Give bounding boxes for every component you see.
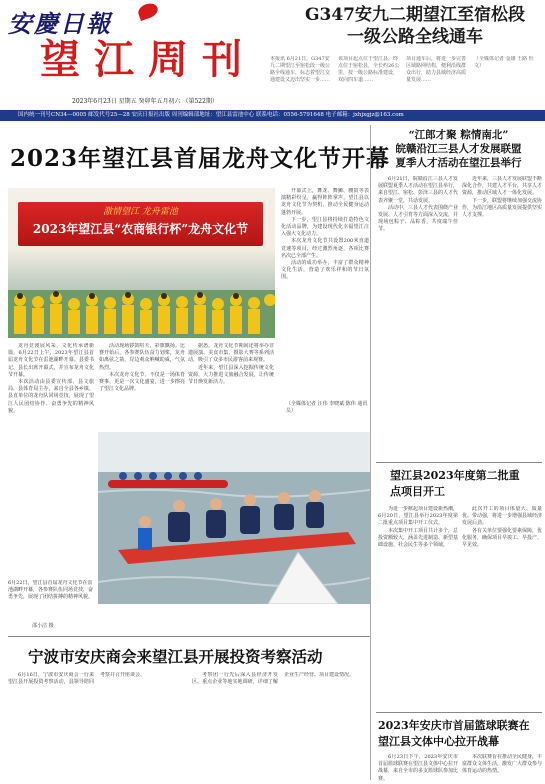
info-bar: 国内统一刊号CN34—0005 邮发代号25—28 安庆日报社出版 周刊编辑部地址：望江县雷池中心 联系电话：0556-5791648 电子邮箱：jxhjxgjz@163.com <box>0 110 545 121</box>
teaser-column: 该项目起点位于望江县，终点位于宿松县，全长约26公里，按一级公路标准建设，双向四车道…… <box>338 56 400 83</box>
logo-swoosh-icon <box>136 1 160 21</box>
talent-column-2: 近年来，三县人才发展联盟不断深化合作，共建人才平台，共享人才资源，推动区域人才一体化发展。 下一步，联盟将继续加强交流协作，为沿江地区高质量发展提供坚实人才支撑。 <box>462 176 542 219</box>
edition-title: 望江周刊 <box>40 36 256 83</box>
lead-column-3: 据悉，龙舟文化节期间还将举办非遗展演、美食市集、摄影大赛等系列活动，吸引了众多市民游客前来观赛。 近年来，望江县深入挖掘传统文化资源，大力推进文旅融合发展，让传统节日焕发新活力。 <box>188 343 274 386</box>
basketball-column-1: 6月23日下午，2023年安庆市首届篮球联赛在望江县文体中心拉开战幕，来自全市的多支篮球队参加比赛。 <box>378 754 458 782</box>
teaser-column: 本报讯 6月21日，G347安九二期望江至宿松段一级公路全线通车，标志着望江交通建设又迈出坚实一步…… <box>270 56 331 83</box>
lead-column-1: 龙舟竞渡展风采，文化传承谱新篇。6月22日上午，2023年望江县首届龙舟文化节在雷池湖畔开幕。县委书记、县长出席开幕式，并宣布龙舟文化节开幕。 本次活动由县委宣传部、县文旅局、县体育局主办，来自全县各乡镇、县直单位的龙舟队同场竞技，展现了望江人民团结协作、奋勇争先的精神风貌。 <box>8 343 94 414</box>
lead-headline: 2023年望江县首届龙舟文化节开幕 <box>10 145 391 172</box>
banner-title: 2023年望江县“农商银行杯”龙舟文化节 <box>32 222 249 236</box>
event-banner <box>18 202 263 246</box>
section-divider <box>376 462 542 463</box>
basketball-headline: 2023年安庆市首届篮球联赛在望江县文体中心拉开战幕 <box>378 719 530 748</box>
projects-headline: 望江县2023年度第二批重点项目开工 <box>390 469 520 498</box>
talent-column-1: 6月21日，皖赣沿江三县人才发展联盟夏季人才活动在望江县举行，来自望江、宿松、彭泽三县的人才代表齐聚一堂，共话发展。 活动中，三县人才代表围绕产业发展、人才引育等方面深入交流，并现场包粽子、品粽香，共度端午佳节。 <box>378 176 458 233</box>
second-story-text: 6月16日，宁波市安庆商会一行来望江县开展投资考察活动，县领导陪同考察并召开座谈会。 考察团一行先后深入县经济开发区、重点企业等地实地调研，详细了解企业生产经营、项目建设情况。 <box>8 672 355 686</box>
top-story-headline: G347安九二期望江至宿松段 <box>304 5 525 25</box>
dragon-boat-photo <box>98 432 370 604</box>
dragon-boat-illustration <box>98 432 370 604</box>
teaser-column: （全媒体记者 金雄 王路 杜文） <box>474 56 534 69</box>
top-story <box>290 4 540 48</box>
crowd-illustration <box>8 260 275 338</box>
section-divider <box>376 712 542 713</box>
paper-name: 安慶日報 <box>8 9 112 38</box>
lead-byline: （全媒体记者 汪伟 李晓斌 陈伟 通讯员） <box>286 401 368 414</box>
photo-credit: 邵小洁 摄 <box>32 623 54 629</box>
top-story-subheadline: 一级公路全线通车 <box>347 27 483 47</box>
opening-ceremony-photo <box>8 188 275 338</box>
projects-column-1: 为进一步掀起项目建设新热潮，6月20日，望江县举行2023年度第二批重点项目集中开工仪式。 本次集中开工项目共计多个，总投资额较大，涵盖先进制造、新型基础设施、社会民生等多个领域。 <box>378 506 458 549</box>
lead-column-4: 开幕式上，舞龙、舞狮、腰鼓等表演精彩纷呈，赢得阵阵掌声。望江县以龙舟文化节为契机，推动全民健身运动蓬勃开展。 下一步，望江县将持续打造特色文化活动品牌，为建设现代化幸福望江注入强大文化动力。 本次龙舟文化节共设置200米直道竞速等项目，经过激烈角逐，各项比赛名次已全部产生。 活动的成功举办，丰富了群众精神文化生活，营造了欢乐祥和的节日氛围。 <box>281 188 369 281</box>
teaser-column: 项目通车后，将进一步完善区域路网结构，便利沿线群众出行，助力县域经济高质量发展…… <box>406 56 467 83</box>
lead-column-2: 活动现场锣鼓喧天，彩旗飘扬。比赛开始后，各参赛队伍奋力划桨，龙舟如离弦之箭，岸边观众呐喊助威，气氛热烈。 本次龙舟文化节，不仅是一场体育赛事，更是一次文化盛宴，进一步擦亮了望江文化品牌。 <box>99 343 185 393</box>
masthead <box>0 0 545 110</box>
second-headline: 宁波市安庆商会来望江县开展投资考察活动 <box>28 647 323 666</box>
projects-column-2: 此次开工的项目体量大、质量优、带动强，将进一步增强县域经济发展后劲。 各有关单位要强化要素保障，优化服务，确保项目早竣工、早投产、早见效。 <box>462 506 542 549</box>
publication-info: 2023年6月23日 星期五 癸卯年五月初六 （第522期） <box>72 98 218 105</box>
basketball-column-2: 本次联赛旨在推动全民健身，丰富群众文体生活，激发广大群众参与体育运动的热情。 <box>462 754 542 775</box>
right-column <box>372 122 545 784</box>
section-divider <box>8 636 370 637</box>
photo-caption: 6月22日，望江县首届龙舟文化节在雷池湖畔开幕，各参赛队伍同场竞技，奋勇争先，展现了团结拼搏的精神风貌。 <box>8 580 94 600</box>
column-divider <box>370 125 371 780</box>
banner-slogan: 激情望江 龙舟雷池 <box>103 207 178 217</box>
talent-headline: “江郎才聚 粽情南北” 皖赣沿江三县人才发展联盟 夏季人才活动在望江县举行 <box>395 129 522 169</box>
